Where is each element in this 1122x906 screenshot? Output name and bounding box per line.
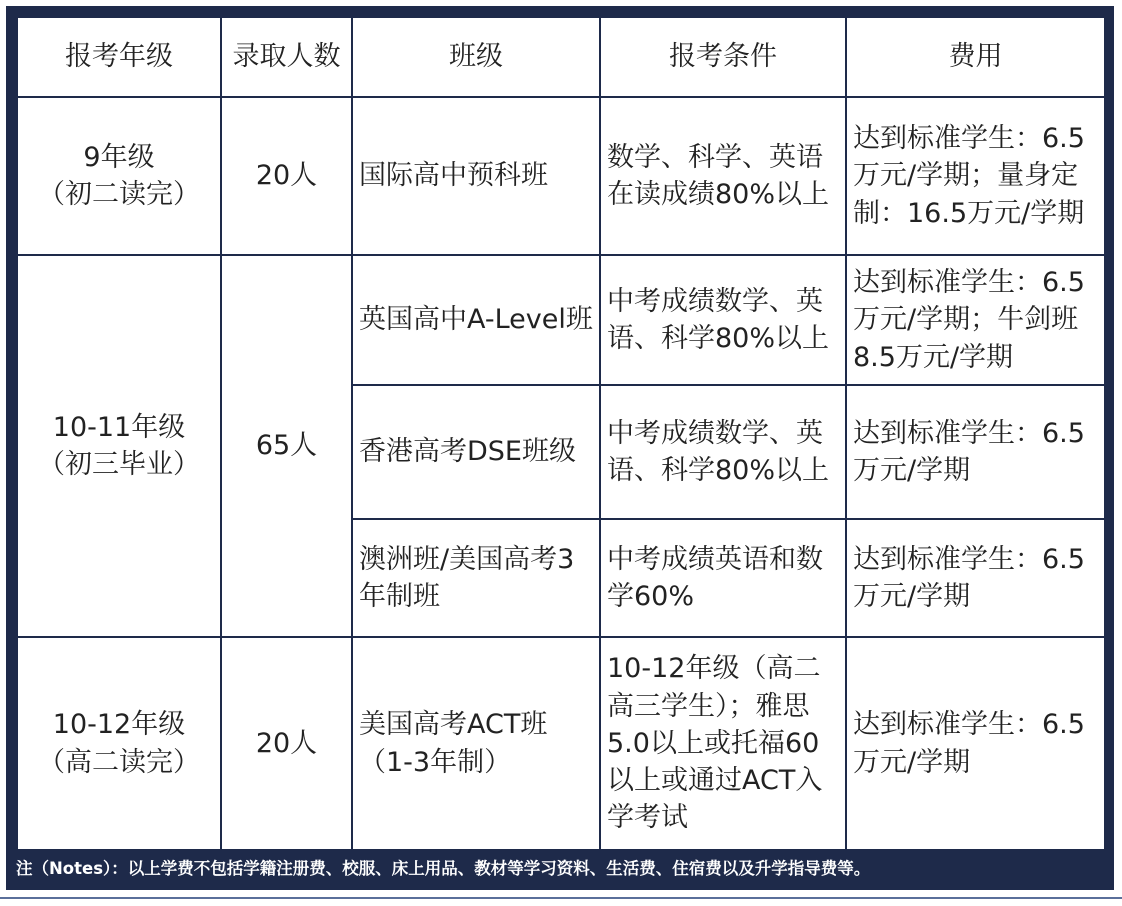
condition-cell: 中考成绩数学、英语、科学80%以上 — [600, 255, 846, 385]
grade-label: 10-11年级 — [52, 411, 186, 443]
table-row — [17, 255, 1105, 385]
grade-note: （初三毕业） — [38, 449, 200, 480]
header-count: 录取人数 — [221, 17, 352, 97]
grade-cell — [17, 97, 221, 255]
class-cell: 澳洲班/美国高考3年制班 — [352, 519, 600, 637]
fee-cell: 达到标准学生：6.5万元/学期 — [846, 519, 1105, 637]
condition-cell: 中考成绩数学、英语、科学80%以上 — [600, 385, 846, 519]
class-note: （1-3年制） — [359, 746, 512, 778]
table-header-row — [17, 17, 1105, 97]
count-cell: 20人 — [221, 97, 352, 255]
grade-note: （高二读完） — [38, 746, 200, 778]
class-cell — [352, 637, 600, 850]
grade-label: 10-12年级 — [52, 709, 186, 741]
grade-cell — [17, 255, 221, 637]
class-label: 美国高考ACT班 — [359, 709, 548, 741]
header-condition: 报考条件 — [600, 17, 846, 97]
table-row — [17, 97, 1105, 255]
class-cell: 香港高考DSE班级 — [352, 385, 600, 519]
count-cell: 65人 — [221, 255, 352, 637]
bottom-rule — [0, 897, 1122, 899]
condition-cell: 数学、科学、英语在读成绩80%以上 — [600, 97, 846, 255]
header-grade: 报考年级 — [17, 17, 221, 97]
fee-cell: 达到标准学生：6.5万元/学期；量身定制：16.5万元/学期 — [846, 97, 1105, 255]
condition-cell: 中考成绩英语和数学60% — [600, 519, 846, 637]
fee-cell: 达到标准学生：6.5万元/学期 — [846, 385, 1105, 519]
grade-cell — [17, 637, 221, 850]
fee-cell: 达到标准学生：6.5万元/学期 — [846, 637, 1105, 850]
class-cell: 国际高中预科班 — [352, 97, 600, 255]
footnote: 注（Notes）：以上学费不包括学籍注册费、校服、床上用品、教材等学习资料、生活费、住宿费以及升学指导费等。 — [16, 859, 871, 878]
header-class: 班级 — [352, 17, 600, 97]
table-row — [17, 637, 1105, 850]
count-cell: 20人 — [221, 637, 352, 850]
grade-note: （初二读完） — [38, 179, 200, 210]
class-cell: 英国高中A-Level班 — [352, 255, 600, 385]
header-fee: 费用 — [846, 17, 1105, 97]
grade-label: 9年级 — [83, 141, 155, 173]
condition-cell: 10-12年级（高二高三学生）；雅思5.0以上或托福60以上或通过ACT入学考试 — [600, 637, 846, 850]
fee-cell: 达到标准学生：6.5万元/学期；牛剑班8.5万元/学期 — [846, 255, 1105, 385]
table-frame — [6, 6, 1114, 890]
fee-table — [16, 16, 1106, 851]
